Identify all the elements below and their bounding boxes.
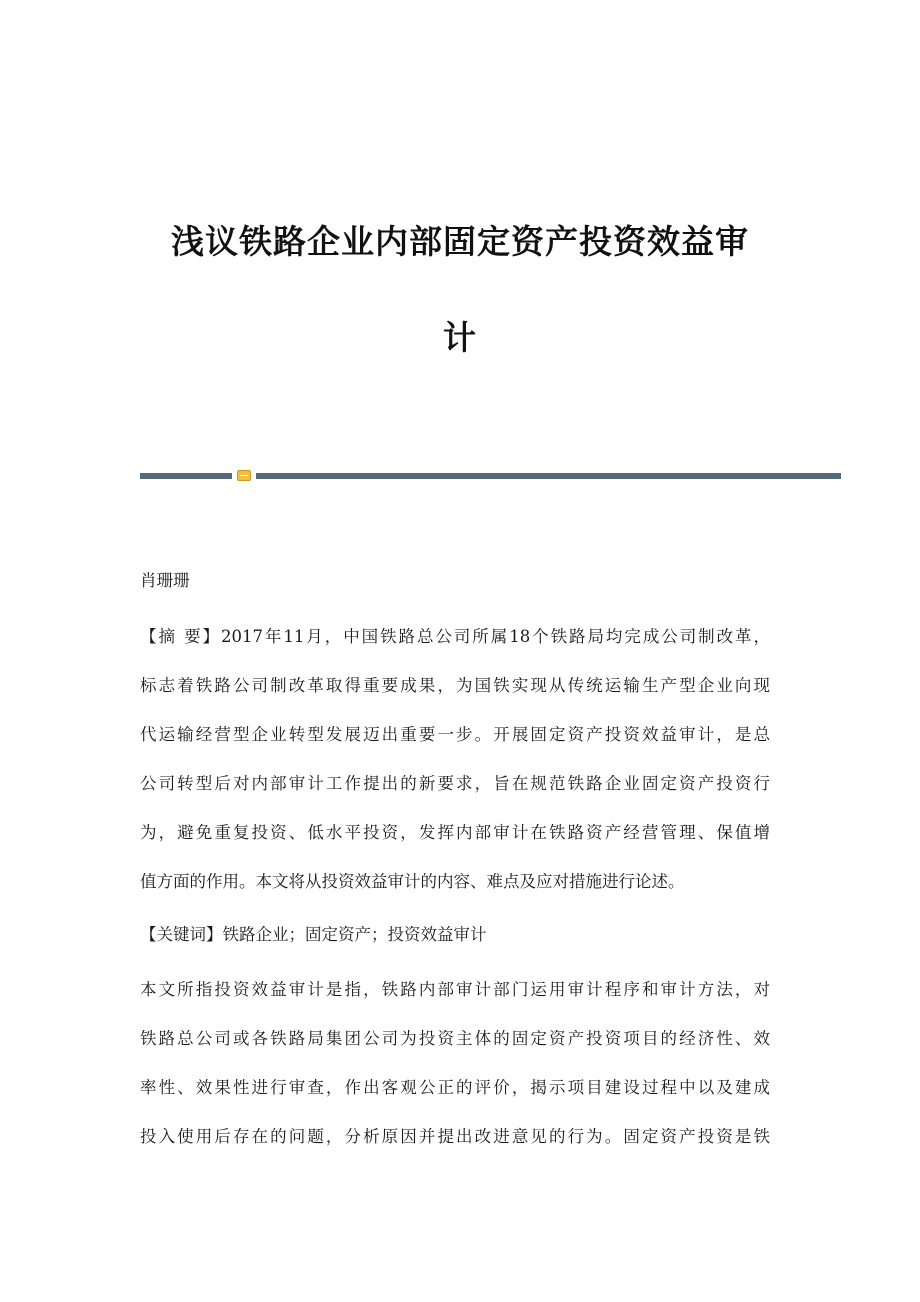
abstract-line: 为，避免重复投资、低水平投资，发挥内部审计在铁路资产经营管理、保值增 [140, 823, 770, 842]
abstract-line: 代运输经营型企业转型发展迈出重要一步。开展固定资产投资效益审计，是总 [140, 725, 770, 744]
envelope-icon [237, 470, 251, 481]
body-line: 率性、效果性进行审查，作出客观公正的评价，揭示项目建设过程中以及建成 [140, 1078, 770, 1097]
author-name: 肖珊珊 [140, 571, 190, 590]
keywords: 【关键词】铁路企业；固定资产；投资效益审计 [140, 925, 487, 944]
abstract-line: 公司转型后对内部审计工作提出的新要求，旨在规范铁路企业固定资产投资行 [140, 774, 770, 793]
document-title-line-1: 浅议铁路企业内部固定资产投资效益审 [171, 222, 749, 261]
title-divider [140, 470, 841, 481]
divider-bar-left [140, 473, 232, 479]
body-line: 铁路总公司或各铁路局集团公司为投资主体的固定资产投资项目的经济性、效 [140, 1029, 770, 1048]
document-title-line-2: 计 [443, 318, 477, 357]
body-line: 本文所指投资效益审计是指，铁路内部审计部门运用审计程序和审计方法，对 [140, 980, 770, 999]
abstract-line: 【摘 要】2017年11月，中国铁路总公司所属18个铁路局均完成公司制改革， [140, 627, 770, 646]
abstract-line: 值方面的作用。本文将从投资效益审计的内容、难点及应对措施进行论述。 [140, 872, 685, 891]
abstract-line: 标志着铁路公司制改革取得重要成果，为国铁实现从传统运输生产型企业向现 [140, 676, 770, 695]
divider-bar-right [256, 473, 841, 479]
body-line: 投入使用后存在的问题，分析原因并提出改进意见的行为。固定资产投资是铁 [140, 1127, 770, 1146]
